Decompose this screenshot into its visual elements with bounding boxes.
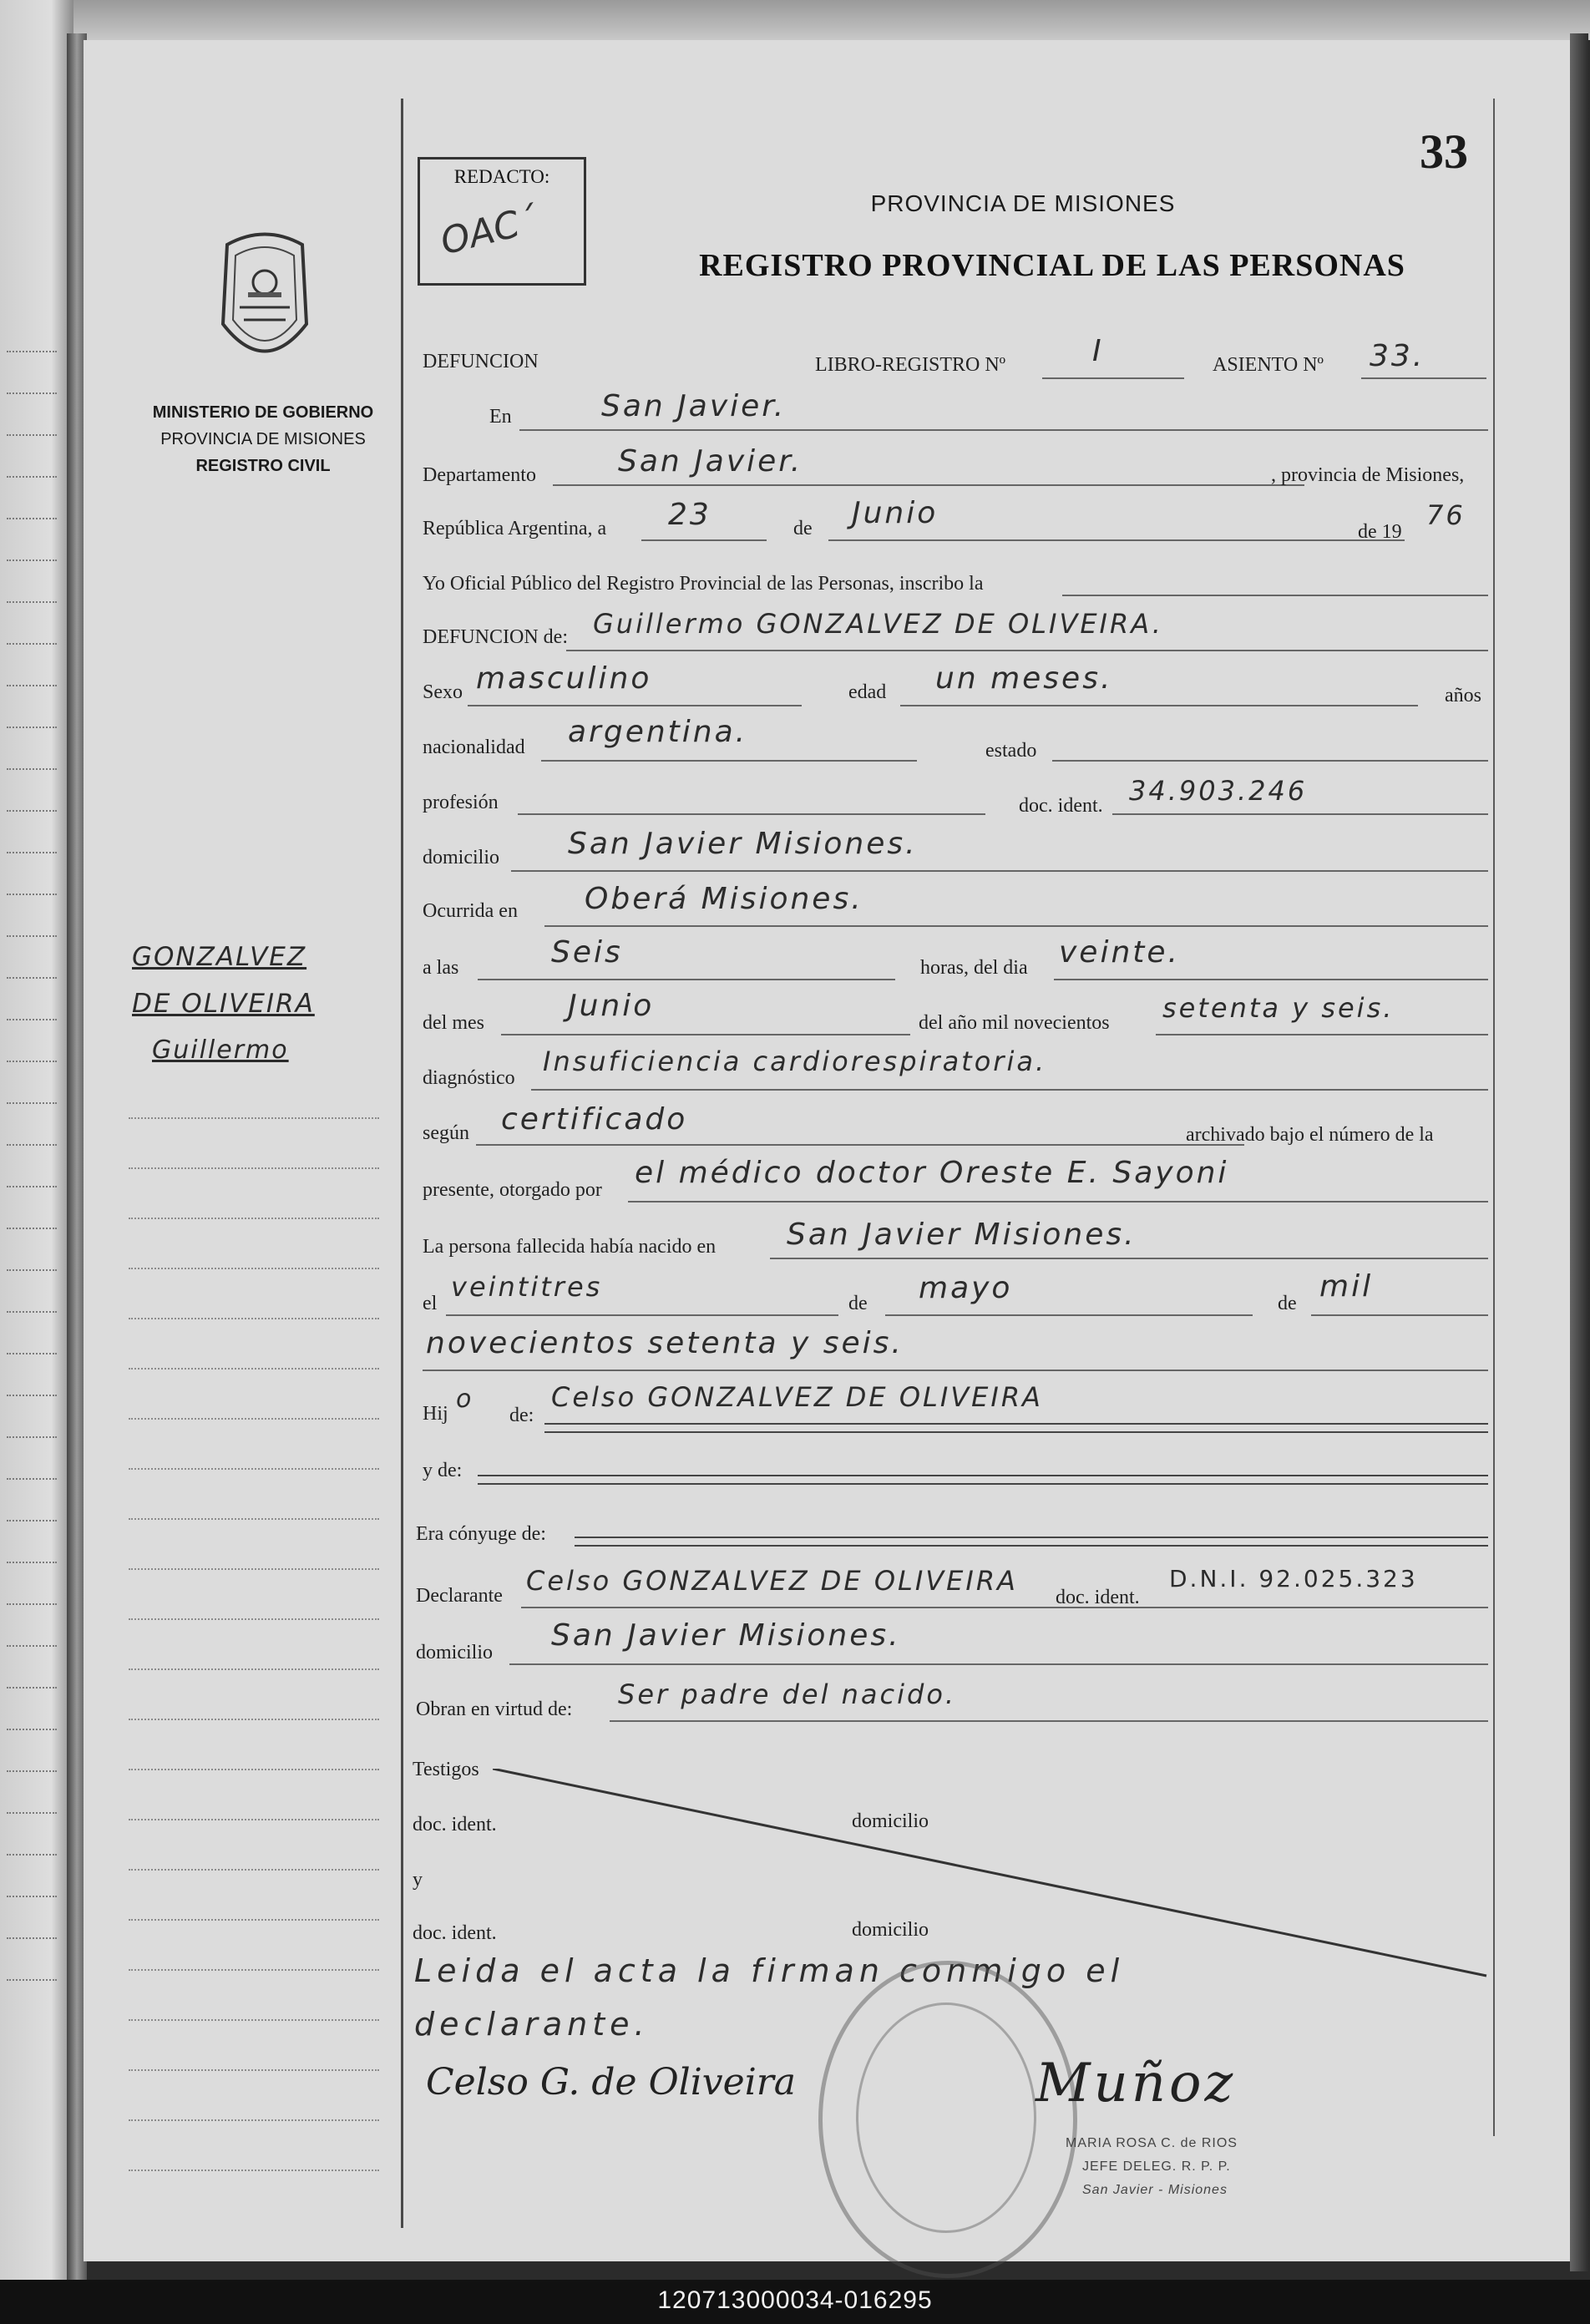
domicilio3-label: domicilio <box>852 1810 929 1832</box>
doc-ident2-label: doc. ident. <box>413 1922 497 1944</box>
anio-value: 76 <box>1426 499 1466 531</box>
margin-note-line-3: Guillermo <box>152 1035 289 1065</box>
el-value: veintitres <box>451 1271 603 1303</box>
asiento-value: 33. <box>1370 339 1425 373</box>
domicilio-value: San Javier Misiones. <box>568 827 918 861</box>
de3-label: de <box>1278 1293 1297 1314</box>
archivado-label: archivado bajo el número de la <box>1186 1124 1434 1146</box>
defuncion-label: DEFUNCION <box>423 351 539 372</box>
departamento-label: Departamento <box>423 464 536 486</box>
obran-label: Obran en virtud de: <box>416 1699 573 1720</box>
del-mes-value: Junio <box>568 989 655 1023</box>
edad-value: un meses. <box>935 661 1113 696</box>
provincia-label: , provincia de Misiones, <box>1271 464 1465 486</box>
asiento-label: ASIENTO Nº <box>1213 354 1324 376</box>
stamp-place: San Javier - Misiones <box>1082 2183 1228 2197</box>
testigos-label: Testigos <box>413 1759 479 1780</box>
departamento-value: San Javier. <box>618 444 803 478</box>
yo-oficial-text: Yo Oficial Público del Registro Provincial de las Personas, inscribo la <box>423 573 984 595</box>
province-title: PROVINCIA DE MISIONES <box>870 190 1176 216</box>
book-top-edge <box>73 0 1590 40</box>
declarante-doc-label: doc. ident. <box>1056 1587 1140 1608</box>
oficial-signature: Muñoz <box>1036 2053 1237 2114</box>
redacto-value: OAC´ <box>436 198 542 264</box>
obran-value: Ser padre del nacido. <box>618 1678 957 1710</box>
de2-label: de <box>848 1293 868 1314</box>
column-divider <box>401 99 403 2228</box>
anos-label: años <box>1445 685 1481 706</box>
margin-note-line-2: DE OLIVEIRA <box>132 989 315 1019</box>
en-label: En <box>489 406 512 428</box>
presente-label: presente, otorgado por <box>423 1179 602 1201</box>
a-las-value: Seis <box>551 935 623 970</box>
ministry-line-3: REGISTRO CIVIL <box>195 457 331 475</box>
hijo-de-value: Celso GONZALVEZ DE OLIVEIRA <box>551 1381 1043 1413</box>
en-value: San Javier. <box>601 389 787 423</box>
republica-label: República Argentina, a <box>423 518 607 539</box>
page-number: 33 <box>1420 124 1468 179</box>
horas-label: horas, del dia <box>920 957 1028 979</box>
ministry-line-2: PROVINCIA DE MISIONES <box>160 430 366 448</box>
nacionalidad-value: argentina. <box>568 715 748 749</box>
del-anio-value: setenta y seis. <box>1162 992 1395 1024</box>
hijo-suffix: o <box>456 1385 474 1414</box>
leida-line-2: declarante. <box>414 2006 650 2043</box>
doc-ident-value: 34.903.246 <box>1129 775 1308 807</box>
edad-label: edad <box>848 681 887 703</box>
de3-value: mil <box>1319 1269 1374 1304</box>
dia-value: 23 <box>668 498 711 532</box>
estado-label: estado <box>985 740 1037 762</box>
declarante-value: Celso GONZALVEZ DE OLIVEIRA <box>526 1565 1018 1597</box>
nacido-value: San Javier Misiones. <box>787 1218 1137 1252</box>
diagnostico-value: Insuficiencia cardiorespiratoria. <box>543 1046 1047 1077</box>
mes-value: Junio <box>852 496 939 530</box>
stamp-role: JEFE DELEG. R. P. P. <box>1082 2159 1231 2174</box>
footer-id: 120713000034-016295 <box>657 2286 933 2314</box>
hijo-label: Hij <box>423 1403 448 1425</box>
de2-value: mayo <box>919 1271 1013 1305</box>
declarante-signature: Celso G. de Oliveira <box>426 2061 797 2104</box>
nacido-label: La persona fallecida había nacido en <box>423 1236 717 1258</box>
de-label: de <box>793 518 813 539</box>
horas-value: veinte. <box>1059 935 1180 970</box>
domicilio2-value: San Javier Misiones. <box>551 1618 901 1653</box>
sexo-value: masculino <box>476 661 652 696</box>
novecientos-value: novecientos setenta y seis. <box>426 1326 904 1360</box>
ocurrida-label: Ocurrida en <box>423 900 518 922</box>
declarante-label: Declarante <box>416 1585 503 1607</box>
y-label: y <box>413 1869 423 1891</box>
y-de-label: y de: <box>423 1460 463 1481</box>
defuncion-de-label: DEFUNCION de: <box>423 626 568 648</box>
page-edge <box>1570 33 1588 2271</box>
diagnostico-label: diagnóstico <box>423 1067 515 1089</box>
el-label: el <box>423 1293 438 1314</box>
profesion-label: profesión <box>423 792 499 813</box>
domicilio2-label: domicilio <box>416 1642 493 1663</box>
conyuge-label: Era cónyuge de: <box>416 1523 546 1545</box>
segun-value: certificado <box>501 1102 688 1137</box>
stamp-name: MARIA ROSA C. de RIOS <box>1066 2136 1238 2150</box>
redacto-label: REDACTO: <box>453 166 550 187</box>
ministry-line-1: MINISTERIO DE GOBIERNO <box>152 403 374 422</box>
ministry-header <box>134 399 392 479</box>
hijo-de-label: de: <box>509 1405 534 1426</box>
redacto-box <box>418 157 586 286</box>
declarante-doc-value: D.N.I. 92.025.323 <box>1169 1565 1418 1592</box>
segun-label: según <box>423 1122 469 1144</box>
libro-label: LIBRO-REGISTRO Nº <box>815 354 1006 376</box>
margin-note <box>132 934 391 1074</box>
leida-line-1: Leida el acta la firman conmigo el <box>414 1952 1125 1989</box>
domicilio4-label: domicilio <box>852 1919 929 1941</box>
margin-note-line-1: GONZALVEZ <box>132 942 307 972</box>
ocurrida-value: Oberá Misiones. <box>585 882 863 916</box>
nacionalidad-label: nacionalidad <box>423 737 525 758</box>
defuncion-de-value: Guillermo GONZALVEZ DE OLIVEIRA. <box>593 608 1163 640</box>
provincial-seal-icon <box>210 224 319 382</box>
register-page <box>84 40 1578 2261</box>
del-anio-label: del año mil novecientos <box>919 1012 1110 1034</box>
anio-prefix: de 19 <box>1358 521 1402 543</box>
libro-value: I <box>1092 334 1104 368</box>
registry-stamp <box>818 1961 1077 2278</box>
a-las-label: a las <box>423 957 459 979</box>
domicilio-label: domicilio <box>423 847 499 868</box>
book-left-page <box>0 0 73 2280</box>
registry-title: REGISTRO PROVINCIAL DE LAS PERSONAS <box>699 248 1405 283</box>
doc-ident-label: doc. ident. <box>1019 795 1103 817</box>
sexo-label: Sexo <box>423 681 463 703</box>
doc-ident1-label: doc. ident. <box>413 1814 497 1835</box>
presente-value: el médico doctor Oreste E. Sayoni <box>635 1156 1229 1190</box>
del-mes-label: del mes <box>423 1012 484 1034</box>
